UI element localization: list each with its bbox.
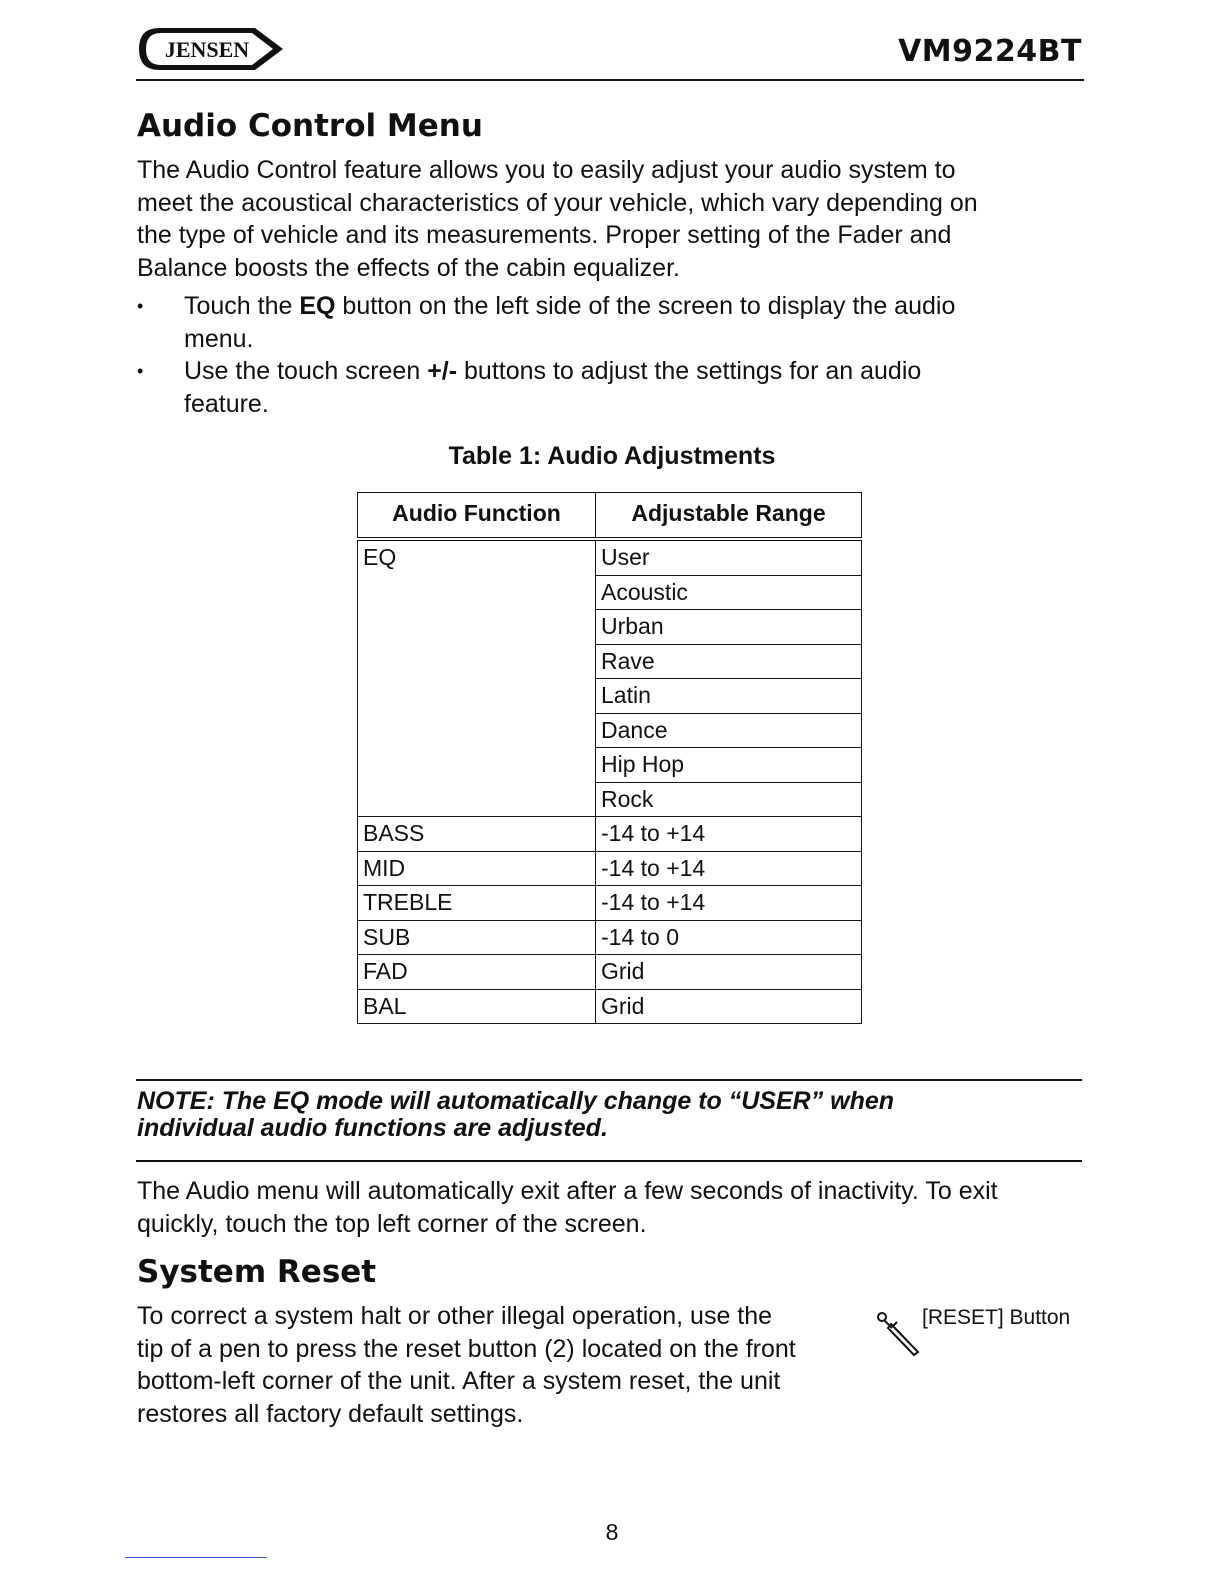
table-row xyxy=(358,886,862,921)
header-rule xyxy=(136,79,1084,81)
header-audio-function: Audio Function xyxy=(358,493,596,540)
reset-button-label: [RESET] Button xyxy=(922,1306,1071,1329)
bullet-dot: • xyxy=(137,296,144,316)
note-top-rule xyxy=(136,1079,1082,1081)
table-row xyxy=(358,955,862,990)
audio-intro: The Audio Control feature allows you to easily adjust your audio system to meet the acoustical characteristics of your vehicle, which vary depending on the type of vehicle and its measurements. Proper setting of the Fader and Balance boosts the effects of the cabin equalizer. xyxy=(137,156,978,282)
function-cell: TREBLE xyxy=(358,886,596,921)
reset-section-title: System Reset xyxy=(137,1254,377,1290)
table-row xyxy=(358,851,862,886)
logo-text: JENSEN xyxy=(164,37,250,62)
eq-range-cell: Hip Hop xyxy=(596,748,862,783)
eq-range-cell: Urban xyxy=(596,610,862,645)
model-number: VM9224BT xyxy=(898,34,1082,69)
page-number: 8 xyxy=(605,1519,619,1545)
eq-range-cell: Rock xyxy=(596,782,862,817)
range-cell: -14 to 0 xyxy=(596,920,862,955)
note-box: NOTE: The EQ mode will automatically change to “USER” when individual audio functions are adjusted. xyxy=(137,1087,895,1142)
function-cell: MID xyxy=(358,851,596,886)
table-row xyxy=(358,989,862,1024)
range-cell: Grid xyxy=(596,955,862,990)
audio-adjustments-table xyxy=(357,492,862,1024)
eq-range-cell: Acoustic xyxy=(596,575,862,610)
eq-range-cell: User xyxy=(596,539,862,575)
table-caption: Table 1: Audio Adjustments xyxy=(448,442,776,470)
eq-range-cell: Latin xyxy=(596,679,862,714)
jensen-logo xyxy=(137,24,287,74)
eq-function-cell: EQ xyxy=(358,539,596,817)
footer-line xyxy=(125,1557,267,1558)
note-bottom-rule xyxy=(136,1160,1082,1162)
exit-paragraph: The Audio menu will automatically exit after a few seconds of inactivity. To exit quickly, touch the top left corner of the screen. xyxy=(137,1177,998,1238)
function-cell: BASS xyxy=(358,817,596,852)
bullet-dot: • xyxy=(137,361,144,381)
function-cell: FAD xyxy=(358,955,596,990)
pen-icon xyxy=(874,1308,924,1360)
eq-range-cell: Dance xyxy=(596,713,862,748)
table-header-row xyxy=(358,493,862,540)
range-cell: -14 to +14 xyxy=(596,886,862,921)
table-row xyxy=(358,920,862,955)
function-cell: SUB xyxy=(358,920,596,955)
table-row xyxy=(358,817,862,852)
table-row xyxy=(358,539,862,575)
function-cell: BAL xyxy=(358,989,596,1024)
range-cell: -14 to +14 xyxy=(596,817,862,852)
range-cell: Grid xyxy=(596,989,862,1024)
range-cell: -14 to +14 xyxy=(596,851,862,886)
header-adjustable-range: Adjustable Range xyxy=(596,493,862,540)
reset-paragraph: To correct a system halt or other illegal operation, use the tip of a pen to press the reset button (2) located on the front bottom-left corner of the unit. After a system reset, the unit restores all factory default settings. xyxy=(137,1302,796,1428)
audio-section-title: Audio Control Menu xyxy=(137,108,483,144)
eq-range-cell: Rave xyxy=(596,644,862,679)
